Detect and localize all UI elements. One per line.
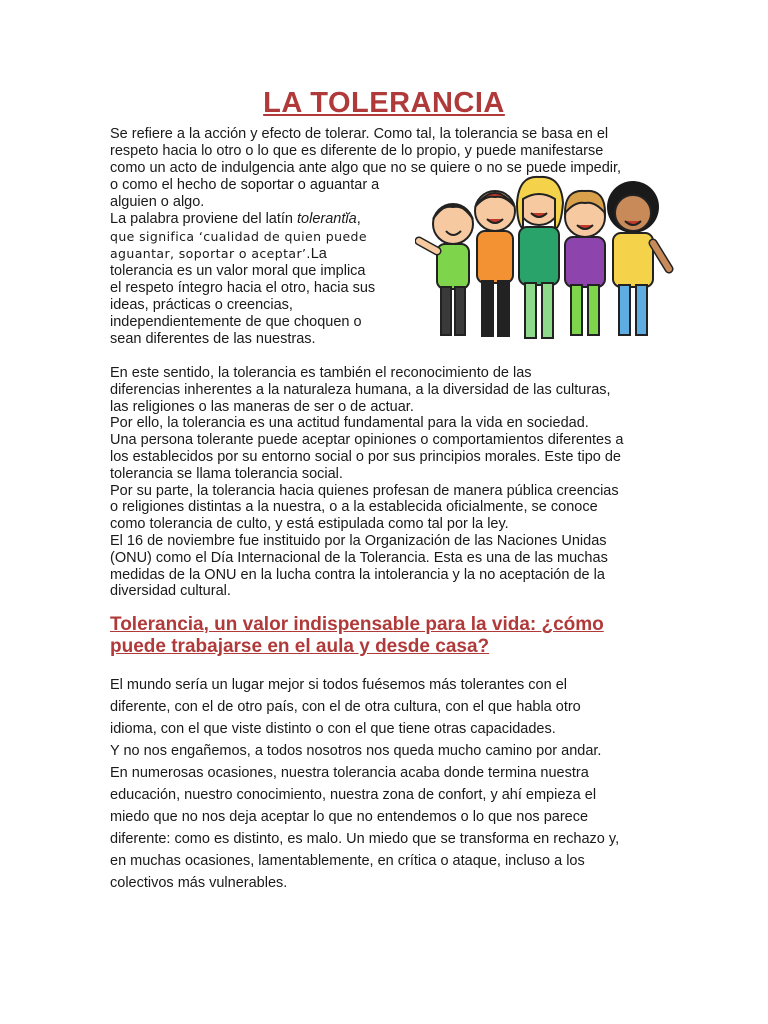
text-line: medidas de la ONU en la lucha contra la intolerancia y la no aceptación de la (110, 566, 605, 583)
latin-word: tolerantĭa (297, 211, 357, 227)
child-green-figure (419, 204, 473, 335)
text-line: independientemente de que choquen o (110, 314, 362, 330)
text-fragment: La palabra proviene del latín (110, 211, 298, 227)
text-fragment: La (310, 246, 327, 262)
text-line: educación, nuestro conocimiento, nuestra zona de confort, y ahí empieza el (110, 787, 597, 804)
text-line (110, 211, 400, 228)
text-line: miedo que no nos deja aceptar lo que no entendemos o lo que nos parece (110, 809, 589, 826)
text-line: Una persona tolerante puede aceptar opiniones o comportamientos diferentes a (110, 432, 624, 449)
text-line: diversidad cultural. (110, 583, 231, 600)
body-paragraph (110, 365, 658, 600)
text-line: En numerosas ocasiones, nuestra tolerancia acaba donde termina nuestra (110, 765, 589, 782)
heading-line: puede trabajarse en el aula y desde casa? (110, 636, 490, 658)
text-line: que significa ‘cualidad de quien puede (110, 229, 367, 244)
text-line: como un acto de indulgencia ante algo que no se quiere o no se puede impedir, (110, 160, 622, 176)
text-line: colectivos más vulnerables. (110, 875, 288, 892)
page-title: LA TOLERANCIA (263, 87, 505, 119)
text-line: ideas, prácticas o creencias, (110, 297, 293, 313)
text-line: las religiones o las maneras de ser o de actuar. (110, 398, 414, 415)
text-line: Se refiere a la acción y efecto de tolerar. Como tal, la tolerancia se basa en el (110, 126, 609, 142)
text-line: como tolerancia de culto, y está estipulada como tal por la ley. (110, 516, 509, 533)
children-group-illustration (415, 169, 675, 349)
child-teal-figure (517, 177, 563, 338)
text-line: diferente, con el de otro país, con el de otra cultura, con el que habla otro (110, 699, 581, 716)
intro-left-column (110, 177, 400, 348)
child-orange-figure (475, 191, 515, 336)
text-line: tolerancia se llama tolerancia social. (110, 465, 343, 482)
text-line: en muchas ocasiones, lamentablemente, en crítica o ataque, incluso a los (110, 853, 585, 870)
text-line (110, 245, 400, 263)
section-heading (110, 614, 658, 658)
document-page (110, 86, 658, 894)
text-line: el respeto íntegro hacia el otro, hacia sus (110, 280, 376, 296)
text-fragment: , (356, 211, 361, 227)
heading-line: Tolerancia, un valor indispensable para la vida: ¿cómo (110, 614, 604, 636)
text-line: sean diferentes de las nuestras. (110, 331, 316, 347)
text-line: El mundo sería un lugar mejor si todos fuésemos más tolerantes con el (110, 677, 567, 694)
text-line: idioma, con el que viste distinto o con el que tiene otras capacidades. (110, 721, 556, 738)
text-line: Por su parte, la tolerancia hacia quienes profesan de manera pública creencias (110, 482, 619, 499)
text-line: (ONU) como el Día Internacional de la Tolerancia. Esta es una de las muchas (110, 549, 608, 566)
text-line: los establecidos por su entorno social o por sus principios morales. Este tipo de (110, 448, 621, 465)
child-purple-figure (565, 191, 605, 335)
text-line: Y no nos engañemos, a todos nosotros nos queda mucho camino por andar. (110, 743, 602, 760)
text-line: respeto hacia lo otro o lo que es diferente de lo propio, y puede manifestarse (110, 143, 604, 159)
text-line: o religiones distintas a la nuestra, o a la establecida oficialmente, se conoce (110, 499, 598, 516)
section-paragraph (110, 674, 658, 894)
text-line: Por ello, la tolerancia es una actitud fundamental para la vida en sociedad. (110, 415, 589, 432)
text-line: o como el hecho de soportar o aguantar a (110, 177, 380, 193)
text-fragment: aguantar, soportar o aceptar’. (110, 246, 311, 261)
child-yellow-figure (607, 181, 669, 335)
text-line: diferencias inherentes a la naturaleza humana, a la diversidad de las culturas, (110, 381, 611, 398)
text-line: tolerancia es un valor moral que implica (110, 263, 366, 279)
text-line: En este sentido, la tolerancia es también el reconocimiento de las (110, 365, 532, 381)
text-line: diferente: como es distinto, es malo. Un miedo que se transforma en rechazo y, (110, 831, 620, 848)
text-line: El 16 de noviembre fue instituido por la Organización de las Naciones Unidas (110, 532, 607, 549)
text-line: alguien o algo. (110, 194, 205, 210)
intro-with-image (110, 177, 658, 348)
